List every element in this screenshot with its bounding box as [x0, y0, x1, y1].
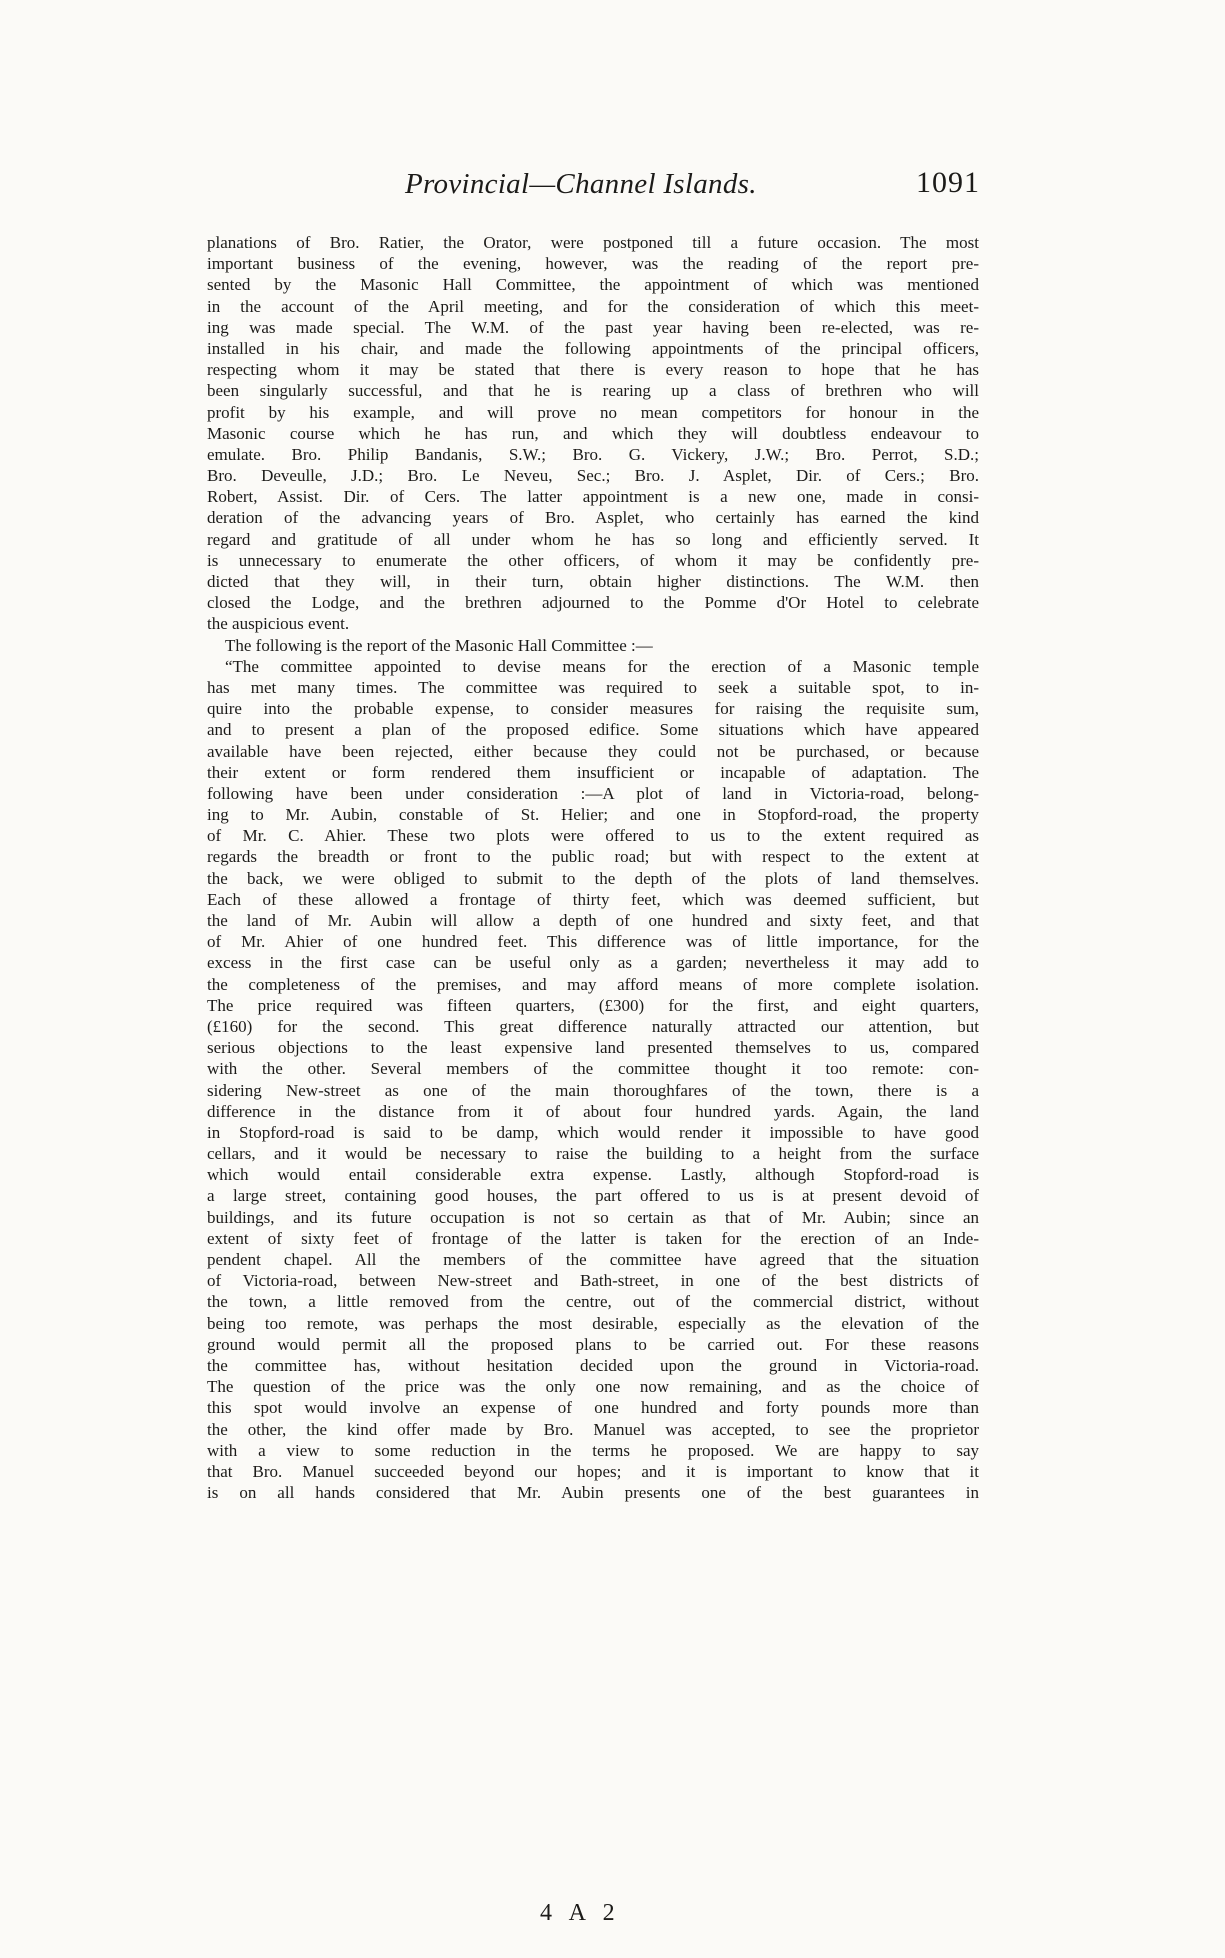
text-line: deration of the advancing years of Bro. Asplet, who certainly has earned the kind: [207, 508, 979, 528]
text-line: Each of these allowed a frontage of thirty feet, which was deemed sufficient, but: [207, 889, 979, 909]
text-line: been singularly successful, and that he is rearing up a class of brethren who will: [207, 381, 979, 401]
text-line: of Mr. Ahier of one hundred feet. This difference was of little importance, for the: [207, 932, 979, 952]
text-line: the land of Mr. Aubin will allow a depth of one hundred and sixty feet, and that: [207, 911, 979, 930]
text-line: pendent chapel. All the members of the committee have agreed that the situation: [207, 1250, 979, 1269]
text-line: a large street, containing good houses, the part offered to us is at present devoid of: [207, 1186, 979, 1206]
text-line: ing to Mr. Aubin, constable of St. Helier; and one in Stopford-road, the property: [207, 805, 979, 825]
running-title: Provincial—Channel Islands.: [405, 168, 757, 200]
page-header: [200, 168, 980, 216]
text-line: “The committee appointed to devise means for the erection of a Masonic temple: [225, 656, 979, 676]
text-line: the completeness of the premises, and may afford means of more complete isolation.: [207, 974, 979, 994]
text-line: (£160) for the second. This great difference naturally attracted our attention, but: [207, 1016, 979, 1036]
text-line: serious objections to the least expensive land presented themselves to us, compared: [207, 1038, 979, 1058]
text-line: the town, a little removed from the centre, out of the commercial district, without: [207, 1292, 979, 1312]
text-line: regards the breadth or front to the public road; but with respect to the extent at: [207, 847, 979, 867]
text-line: regard and gratitude of all under whom he has so long and efficiently served. It: [207, 529, 979, 549]
text-line: installed in his chair, and made the following appointments of the principal officers,: [207, 338, 979, 358]
text-line: of Victoria-road, between New-street and Bath-street, in one of the best districts of: [207, 1271, 979, 1291]
text-line: that Bro. Manuel succeeded beyond our hopes; and it is important to know that it: [207, 1461, 979, 1481]
text-line: the back, we were obliged to submit to the depth of the plots of land themselves.: [207, 868, 979, 888]
text-line: extent of sixty feet of frontage of the latter is taken for the erection of an Inde-: [207, 1228, 979, 1248]
text-line: following have been under consideration :—A plot of land in Victoria-road, belong-: [207, 783, 979, 803]
text-line: Masonic course which he has run, and which they will doubtless endeavour to: [207, 423, 979, 443]
text-line: emulate. Bro. Philip Bandanis, S.W.; Bro. G. Vickery, J.W.; Bro. Perrot, S.D.;: [207, 444, 979, 464]
page-number: 1091: [916, 166, 980, 199]
text-line: planations of Bro. Ratier, the Orator, were postponed till a future occasion. The most: [207, 233, 979, 252]
text-line: The price required was fifteen quarters, (£300) for the first, and eight quarters,: [207, 995, 979, 1015]
text-line: ing was made special. The W.M. of the past year having been re-elected, was re-: [207, 317, 979, 337]
text-line: available have been rejected, either because they could not be purchased, or because: [207, 741, 979, 761]
text-line: the auspicious event.: [207, 614, 350, 634]
text-line: with the other. Several members of the committee thought it too remote: con-: [207, 1059, 979, 1079]
text-line: sidering New-street as one of the main thoroughfares of the town, there is a: [207, 1080, 979, 1100]
text-line: sented by the Masonic Hall Committee, the appointment of which was mentioned: [207, 275, 979, 295]
text-line: closed the Lodge, and the brethren adjourned to the Pomme d'Or Hotel to celebrate: [207, 593, 979, 613]
text-line: is unnecessary to enumerate the other officers, of whom it may be confidently pre-: [207, 550, 979, 570]
body-text: [207, 232, 979, 1503]
text-line: respecting whom it may be stated that there is every reason to hope that he has: [207, 360, 979, 380]
text-line: excess in the first case can be useful only as a garden; nevertheless it may add to: [207, 953, 979, 973]
text-line: being too remote, was perhaps the most desirable, especially as the elevation of the: [207, 1313, 979, 1333]
text-line: in the account of the April meeting, and for the consideration of which this meet-: [207, 296, 979, 316]
text-line: this spot would involve an expense of one hundred and forty pounds more than: [207, 1398, 979, 1418]
text-line: difference in the distance from it of about four hundred yards. Again, the land: [207, 1101, 979, 1121]
text-line: the other, the kind offer made by Bro. Manuel was accepted, to see the proprietor: [207, 1419, 979, 1439]
text-line: which would entail considerable extra expense. Lastly, although Stopford-road is: [207, 1165, 979, 1185]
text-line: their extent or form rendered them insufficient or incapable of adaptation. The: [207, 762, 979, 782]
text-line: has met many times. The committee was required to seek a suitable spot, to in-: [207, 677, 979, 697]
text-line: important business of the evening, however, was the reading of the report pre-: [207, 254, 979, 274]
text-line: and to present a plan of the proposed edifice. Some situations which have appeared: [207, 720, 979, 740]
text-line: ground would permit all the proposed plans to be carried out. For these reasons: [207, 1334, 979, 1354]
text-line: The following is the report of the Masonic Hall Committee :—: [225, 635, 653, 655]
signature-mark: 4 A 2: [540, 1900, 621, 1926]
text-line: with a view to some reduction in the terms he proposed. We are happy to say: [207, 1440, 979, 1460]
text-line: Robert, Assist. Dir. of Cers. The latter appointment is a new one, made in consi-: [207, 487, 979, 507]
text-line: cellars, and it would be necessary to raise the building to a height from the surface: [207, 1144, 979, 1164]
text-line: Bro. Deveulle, J.D.; Bro. Le Neveu, Sec.; Bro. J. Asplet, Dir. of Cers.; Bro.: [207, 466, 979, 486]
text-line: in Stopford-road is said to be damp, which would render it impossible to have good: [207, 1122, 979, 1142]
text-line: dicted that they will, in their turn, obtain higher distinctions. The W.M. then: [207, 572, 979, 591]
text-line: of Mr. C. Ahier. These two plots were offered to us to the extent required as: [207, 826, 979, 846]
text-line: buildings, and its future occupation is not so certain as that of Mr. Aubin; since an: [207, 1207, 979, 1227]
text-line: quire into the probable expense, to consider measures for raising the requisite sum,: [207, 699, 979, 719]
text-line: is on all hands considered that Mr. Aubin presents one of the best guarantees in: [207, 1483, 979, 1503]
text-line: profit by his example, and will prove no mean competitors for honour in the: [207, 402, 979, 422]
text-line: The question of the price was the only one now remaining, and as the choice of: [207, 1377, 979, 1397]
text-line: the committee has, without hesitation decided upon the ground in Victoria-road.: [207, 1355, 979, 1375]
